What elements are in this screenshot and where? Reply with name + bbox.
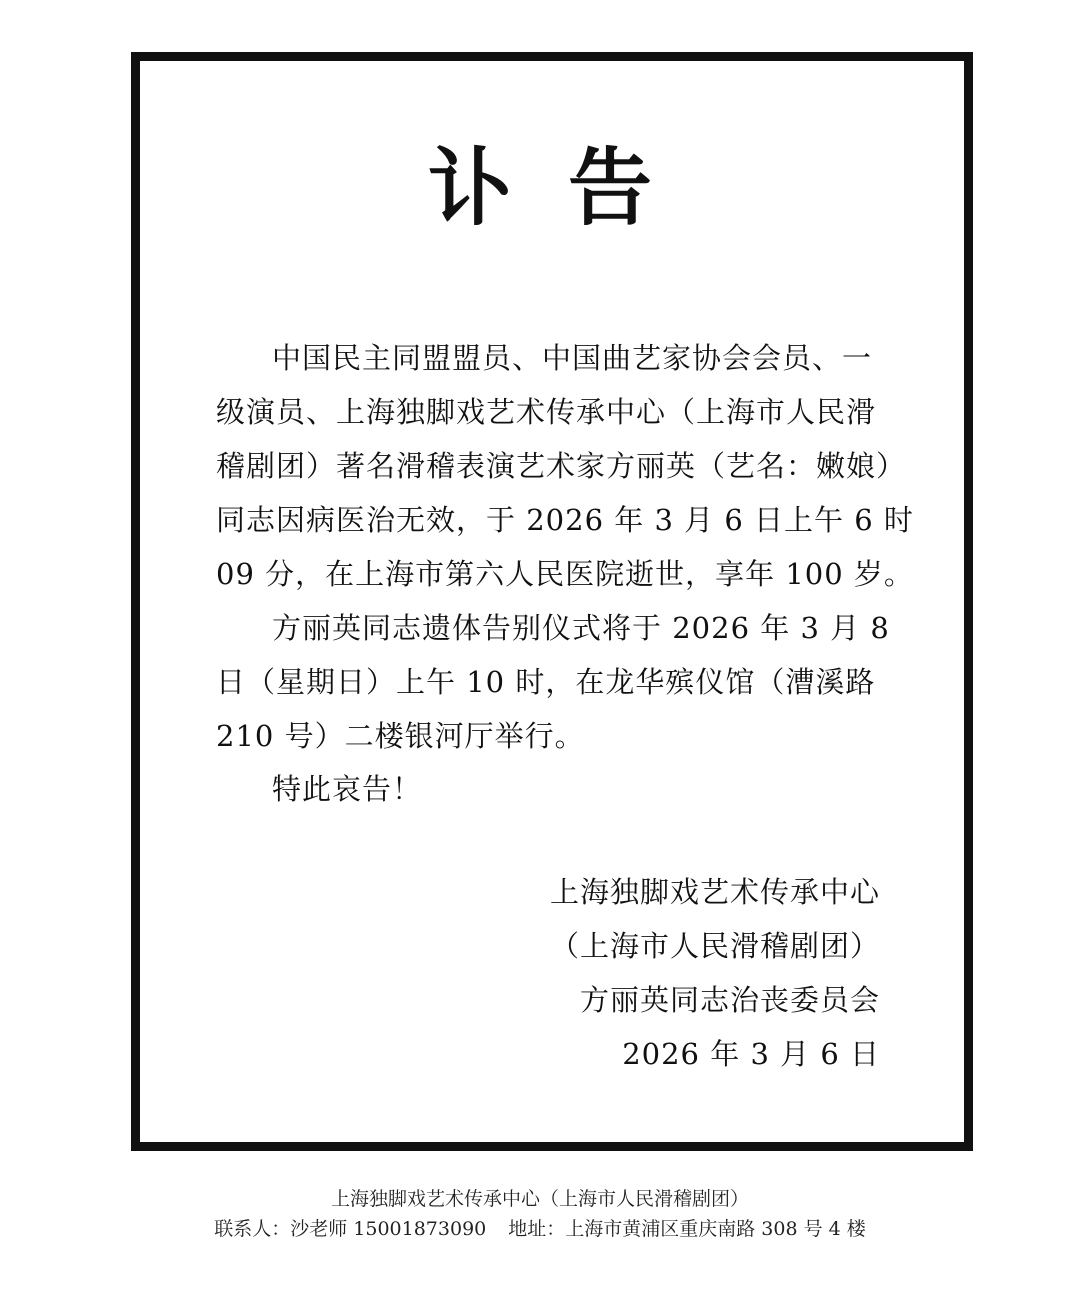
paragraph-line: 09 分，在上海市第六人民医院逝世，享年 100 岁。 — [216, 557, 914, 591]
paragraph-line: 方丽英同志遗体告别仪式将于 2026 年 3 月 8 — [272, 611, 890, 645]
footer-contact: 联系人：沙老师 15001873090 — [214, 1218, 487, 1240]
paragraph-line: 特此哀告！ — [272, 772, 423, 806]
signature-date: 2026 年 3 月 6 日 — [622, 1037, 880, 1071]
paragraph-line: 级演员、上海独脚戏艺术传承中心（上海市人民滑 — [216, 395, 877, 429]
footer — [0, 1184, 1080, 1244]
footer-address: 地址：上海市黄浦区重庆南路 308 号 4 楼 — [508, 1218, 866, 1240]
paragraph-line: 中国民主同盟盟员、中国曲艺家协会会员、一 — [272, 341, 873, 375]
paragraph-line: 同志因病医治无效，于 2026 年 3 月 6 日上午 6 时 — [216, 503, 914, 537]
paragraph-line: 210 号）二楼银河厅举行。 — [216, 719, 585, 753]
notice-title: 讣告 — [427, 139, 708, 237]
footer-contact-line — [0, 1214, 1080, 1244]
ceremony-paragraph — [216, 601, 896, 763]
signature-committee: 方丽英同志治丧委员会 — [579, 983, 880, 1017]
obituary-paragraph — [216, 331, 914, 601]
paragraph-line: 日（星期日）上午 10 时，在龙华殡仪馆（漕溪路 — [216, 665, 876, 699]
paragraph-line: 稽剧团）著名滑稽表演艺术家方丽英（艺名：嫩娘） — [216, 449, 907, 483]
footer-org-line: 上海独脚戏艺术传承中心（上海市人民滑稽剧团） — [330, 1188, 749, 1210]
signature-org-name: 上海独脚戏艺术传承中心 — [549, 875, 880, 909]
signature-block — [550, 865, 880, 1081]
signature-org-alias: （上海市人民滑稽剧团） — [549, 929, 880, 963]
closing-paragraph — [216, 762, 896, 816]
